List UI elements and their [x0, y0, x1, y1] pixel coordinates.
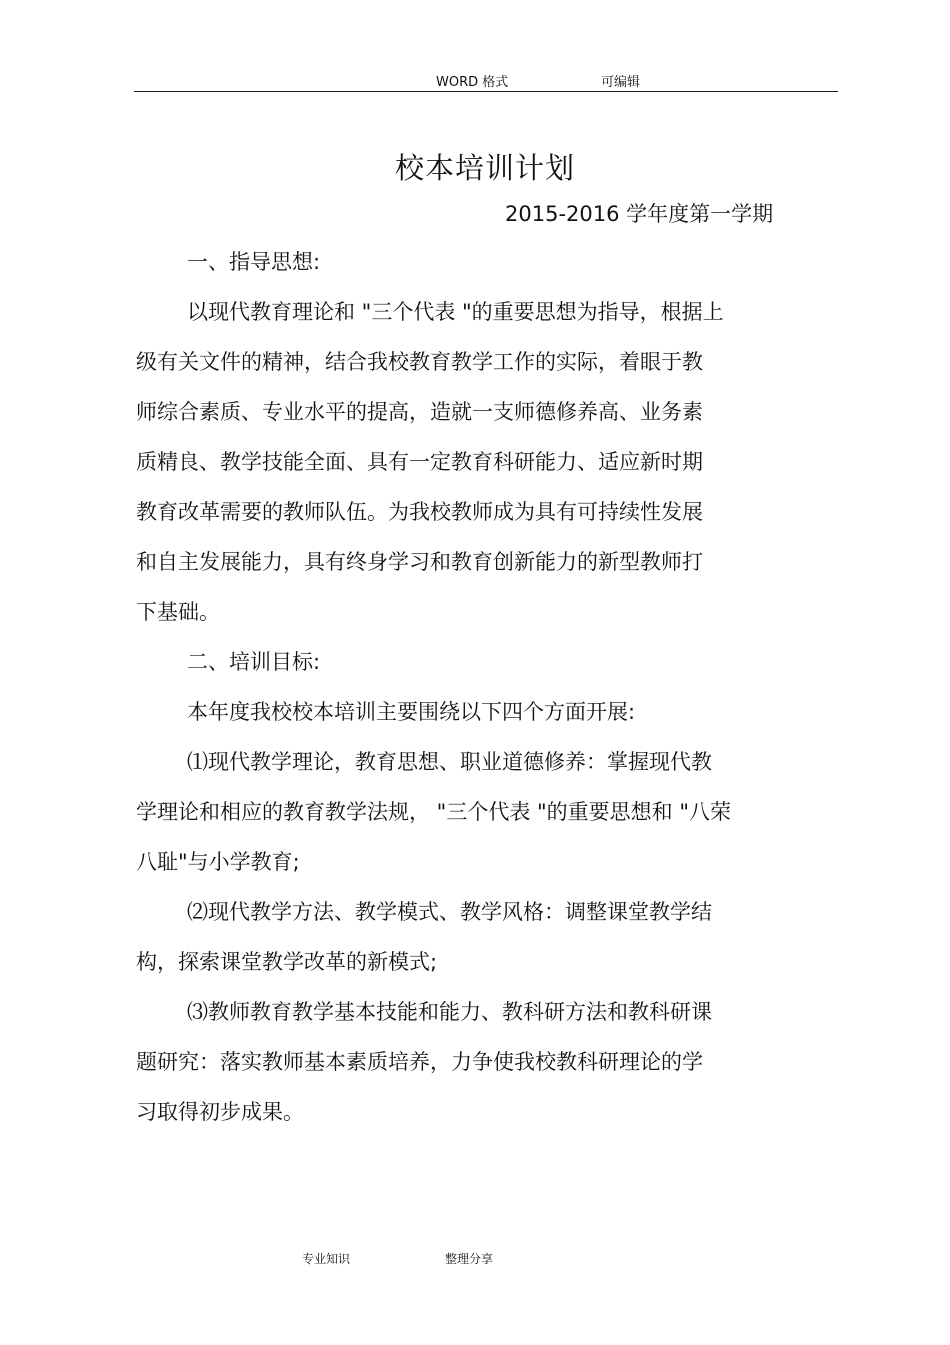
- header-format-label: WORD 格式: [436, 75, 509, 90]
- paragraph-line: 质精良、教学技能全面、具有一定教育科研能力、适应新时期: [136, 450, 703, 474]
- list-item-line: ⑴现代教学理论，教育思想、职业道德修养：掌握现代教: [187, 750, 712, 774]
- header-editable-label: 可编辑: [601, 75, 641, 90]
- list-item-line: 题研究：落实教师基本素质培养，力争使我校教科研理论的学: [136, 1050, 703, 1074]
- paragraph-line: 本年度我校校本培训主要围绕以下四个方面开展:: [187, 700, 636, 724]
- document-term: 2015-2016 学年度第一学期: [505, 202, 774, 226]
- paragraph-line: 下基础。: [136, 600, 220, 624]
- document-title: 校本培训计划: [394, 151, 575, 185]
- list-item-line: 学理论和相应的教育教学法规， "三个代表 "的重要思想和 "八荣: [136, 800, 732, 824]
- list-item-line: 八耻"与小学教育;: [136, 850, 300, 874]
- list-item-line: 习取得初步成果。: [136, 1100, 304, 1124]
- paragraph-line: 教育改革需要的教师队伍。为我校教师成为具有可持续性发展: [136, 500, 703, 524]
- paragraph-line: 师综合素质、专业水平的提高，造就一支师德修养高、业务素: [136, 400, 703, 424]
- section-heading: 二、培训目标:: [187, 650, 321, 674]
- paragraph-line: 和自主发展能力，具有终身学习和教育创新能力的新型教师打: [136, 550, 703, 574]
- paragraph-line: 级有关文件的精神，结合我校教育教学工作的实际，着眼于教: [136, 350, 703, 374]
- footer-share-label: 整理分享: [445, 1252, 494, 1266]
- list-item-line: ⑵现代教学方法、教学模式、教学风格：调整课堂教学结: [187, 900, 712, 924]
- list-item-line: 构，探索课堂教学改革的新模式;: [136, 950, 438, 974]
- section-heading: 一、指导思想:: [187, 250, 321, 274]
- header-divider: [134, 91, 838, 92]
- footer-knowledge-label: 专业知识: [302, 1252, 351, 1266]
- paragraph-line: 以现代教育理论和 "三个代表 "的重要思想为指导，根据上: [187, 300, 724, 324]
- list-item-line: ⑶教师教育教学基本技能和能力、教科研方法和教科研课: [187, 1000, 712, 1024]
